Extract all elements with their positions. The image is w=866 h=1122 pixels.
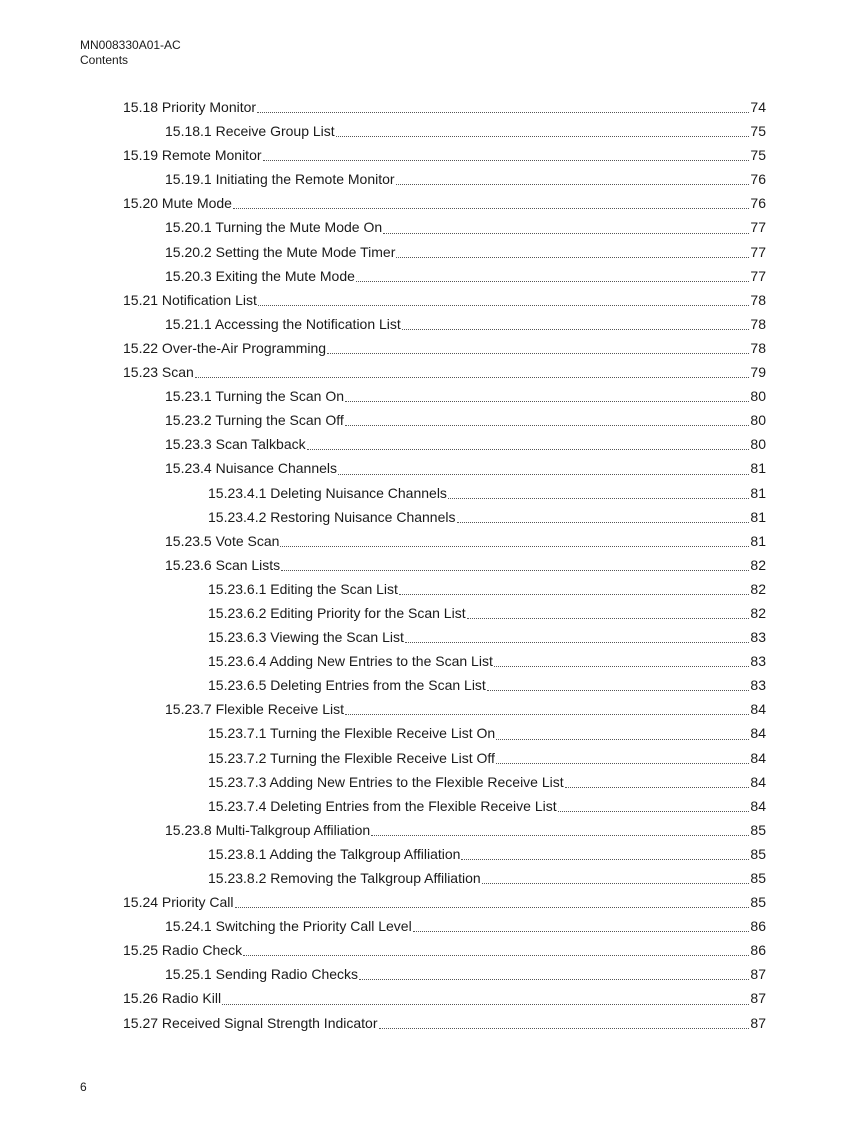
toc-entry-title[interactable]: 15.23.5 Vote Scan [165,532,280,549]
toc-entry[interactable] [123,773,766,797]
toc-entry[interactable] [123,98,766,122]
toc-entry-title[interactable]: 15.27 Received Signal Strength Indicator [123,1014,378,1031]
toc-entry[interactable] [123,194,766,218]
toc-entry[interactable] [123,604,766,628]
toc-entry-page[interactable]: 78 [750,315,766,332]
toc-entry[interactable] [123,435,766,459]
toc-entry-page[interactable]: 80 [750,436,766,453]
toc-entry-title[interactable]: 15.20.2 Setting the Mute Mode Timer [165,243,396,260]
toc-dot-leader [496,761,750,764]
toc-entry-title[interactable]: 15.23.6.5 Deleting Entries from the Scan List [208,677,486,694]
toc-entry-title[interactable]: 15.23.7.4 Deleting Entries from the Flexible Receive List [208,797,557,814]
toc-entry-page[interactable]: 76 [750,171,766,188]
toc-dot-leader [558,809,750,812]
toc-entry-title[interactable]: 15.20.3 Exiting the Mute Mode [165,267,355,284]
toc-entry[interactable] [123,459,766,483]
toc-entry-title[interactable]: 15.21 Notification List [123,291,257,308]
toc-entry-page[interactable]: 85 [750,870,766,886]
toc-entry-page[interactable]: 77 [750,219,766,236]
toc-entry-title[interactable]: 15.23.4.2 Restoring Nuisance Channels [208,508,456,525]
toc-entry-title[interactable]: 15.24.1 Switching the Priority Call Level [165,918,412,935]
toc-dot-leader [482,881,750,884]
toc-entry-page[interactable]: 84 [750,749,766,766]
toc-entry-page[interactable]: 86 [750,918,766,935]
toc-entry-page[interactable]: 78 [750,339,766,356]
toc-entry-page[interactable]: 80 [750,412,766,429]
toc-entry-title[interactable]: 15.23.2 Turning the Scan Off [165,412,344,429]
toc-entry-page[interactable]: 77 [750,243,766,260]
toc-entry[interactable] [123,628,766,652]
toc-entry[interactable] [123,532,766,556]
toc-dot-leader [413,929,750,932]
toc-dot-leader [457,520,750,523]
toc-dot-leader [327,351,749,354]
toc-entry[interactable] [123,1014,766,1038]
toc-dot-leader [405,640,750,643]
toc-dot-leader [235,905,750,908]
toc-entry-title[interactable]: 15.18.1 Receive Group List [165,123,335,140]
toc-dot-leader [494,664,750,667]
toc-entry[interactable] [123,387,766,411]
toc-entry-title[interactable]: 15.25 Radio Check [123,942,243,959]
toc-entry-page[interactable]: 81 [750,460,766,477]
toc-entry[interactable] [123,749,766,773]
toc-entry-page[interactable]: 84 [750,725,766,742]
toc-entry[interactable] [123,797,766,821]
toc-entry-page[interactable]: 84 [750,773,766,790]
toc-entry-page[interactable]: 81 [750,508,766,525]
toc-entry[interactable] [123,724,766,748]
toc-entry-page[interactable]: 74 [750,99,766,115]
toc-entry[interactable] [123,893,766,917]
toc-entry-title[interactable]: 15.18 Priority Monitor [123,99,257,115]
toc-entry[interactable] [123,652,766,676]
toc-entry-title[interactable]: 15.24 Priority Call [123,894,234,911]
toc-dot-leader [243,953,749,956]
toc-entry-title[interactable]: 15.19 Remote Monitor [123,147,262,164]
page-header [80,38,181,68]
toc-entry[interactable] [123,941,766,965]
toc-entry-title[interactable]: 15.23.8.2 Removing the Talkgroup Affiliation [208,870,481,886]
toc-dot-leader [359,977,749,980]
toc-dot-leader [345,423,750,426]
toc-entry-title[interactable]: 15.23 Scan [123,364,194,381]
toc-dot-leader [467,616,750,619]
toc-entry-page[interactable]: 81 [750,484,766,501]
toc-dot-leader [345,712,749,715]
toc-entry-title[interactable]: 15.23.6 Scan Lists [165,556,281,573]
toc-entry-title[interactable]: 15.23.7.2 Turning the Flexible Receive List Off [208,749,495,766]
toc-dot-leader [383,231,749,234]
toc-entry[interactable] [123,700,766,724]
toc-entry[interactable] [123,315,766,339]
toc-entry-title[interactable]: 15.23.8.1 Adding the Talkgroup Affiliation [208,845,461,862]
toc-entry-page[interactable]: 79 [750,364,766,381]
toc-dot-leader [263,158,750,161]
toc-entry-page[interactable]: 84 [750,701,766,718]
toc-dot-leader [379,1026,750,1029]
toc-dot-leader [461,857,749,860]
toc-entry-page[interactable]: 84 [750,797,766,814]
toc-entry-page[interactable]: 82 [750,580,766,597]
toc-entry-page[interactable]: 85 [750,845,766,862]
toc-entry-page[interactable]: 83 [750,629,766,646]
toc-dot-leader [338,472,749,475]
toc-entry-title[interactable]: 15.26 Radio Kill [123,990,222,1007]
toc-entry[interactable] [123,508,766,532]
toc-dot-leader [307,447,750,450]
toc-entry-title[interactable]: 15.22 Over-the-Air Programming [123,339,327,356]
toc-entry-title[interactable]: 15.20 Mute Mode [123,195,232,212]
toc-entry[interactable] [123,676,766,700]
toc-entry-title[interactable]: 15.23.4.1 Deleting Nuisance Channels [208,484,447,501]
toc-dot-leader [371,833,749,836]
toc-entry-title[interactable]: 15.20.1 Turning the Mute Mode On [165,219,383,236]
toc-entry-title[interactable]: 15.23.7.3 Adding New Entries to the Flexible Receive List [208,773,564,790]
toc-entry[interactable] [123,821,766,845]
toc-entry-page[interactable]: 76 [750,195,766,212]
toc-entry-page[interactable]: 83 [750,653,766,670]
toc-entry-title[interactable]: 15.23.7 Flexible Receive List [165,701,344,718]
toc-dot-leader [496,737,749,740]
toc-entry[interactable] [123,845,766,869]
document-id: MN008330A01-AC [80,38,181,52]
toc-entry-title[interactable]: 15.23.7.1 Turning the Flexible Receive List On [208,725,496,742]
toc-entry[interactable] [123,146,766,170]
toc-entry-page[interactable]: 85 [750,821,766,838]
toc-entry[interactable] [123,869,766,893]
toc-dot-leader [280,544,749,547]
toc-entry[interactable] [123,291,766,315]
toc-entry-page[interactable]: 75 [750,147,766,164]
section-label: Contents [80,53,129,67]
toc-entry-title[interactable]: 15.23.8 Multi-Talkgroup Affiliation [165,821,371,838]
toc-entry[interactable] [123,556,766,580]
toc-entry-title[interactable]: 15.23.1 Turning the Scan On [165,388,345,405]
toc-entry[interactable] [123,989,766,1013]
footer-page-number: 6 [80,1080,87,1094]
toc-dot-leader [396,182,750,185]
toc-dot-leader [356,279,750,282]
toc-entry-title[interactable]: 15.23.6.4 Adding New Entries to the Scan List [208,653,493,670]
toc-entry[interactable] [123,267,766,291]
toc-dot-leader [222,1002,749,1005]
toc-entry-page[interactable]: 87 [750,990,766,1007]
toc-entry-title[interactable]: 15.23.6.3 Viewing the Scan List [208,629,404,646]
toc-entry-page[interactable]: 87 [750,966,766,983]
toc-entry[interactable] [123,917,766,941]
toc-entry-title[interactable]: 15.23.3 Scan Talkback [165,436,306,453]
toc-entry[interactable] [123,243,766,267]
toc-entry-page[interactable]: 82 [750,604,766,621]
toc-entry-page[interactable]: 81 [750,532,766,549]
toc-entry[interactable] [123,484,766,508]
toc-dot-leader [487,688,750,691]
toc-entry[interactable] [123,411,766,435]
table-of-contents [123,98,766,1038]
toc-entry-title[interactable]: 15.21.1 Accessing the Notification List [165,315,401,332]
toc-entry-title[interactable]: 15.23.6.1 Editing the Scan List [208,580,398,597]
toc-entry-page[interactable]: 87 [750,1014,766,1031]
toc-entry[interactable] [123,339,766,363]
toc-entry-page[interactable]: 75 [750,123,766,140]
toc-dot-leader [233,206,749,209]
toc-entry[interactable] [123,363,766,387]
toc-dot-leader [345,399,749,402]
toc-entry-title[interactable]: 15.23.6.2 Editing Priority for the Scan List [208,604,466,621]
toc-dot-leader [258,303,750,306]
toc-entry-page[interactable]: 85 [750,894,766,911]
toc-entry-title[interactable]: 15.25.1 Sending Radio Checks [165,966,359,983]
toc-dot-leader [195,375,750,378]
toc-entry-page[interactable]: 78 [750,291,766,308]
toc-entry-page[interactable]: 77 [750,267,766,284]
toc-dot-leader [336,134,750,137]
toc-entry-page[interactable]: 83 [750,677,766,694]
toc-entry-page[interactable]: 86 [750,942,766,959]
toc-entry[interactable] [123,170,766,194]
toc-entry-title[interactable]: 15.19.1 Initiating the Remote Monitor [165,171,395,188]
toc-entry[interactable] [123,218,766,242]
toc-dot-leader [448,496,749,499]
toc-entry[interactable] [123,580,766,604]
toc-entry-page[interactable]: 82 [750,556,766,573]
toc-dot-leader [402,327,750,330]
toc-dot-leader [399,592,750,595]
toc-dot-leader [565,785,750,788]
toc-entry-title[interactable]: 15.23.4 Nuisance Channels [165,460,338,477]
toc-dot-leader [396,255,749,258]
toc-entry[interactable] [123,122,766,146]
toc-dot-leader [257,110,749,113]
toc-entry[interactable] [123,965,766,989]
toc-entry-page[interactable]: 80 [750,388,766,405]
toc-dot-leader [281,568,749,571]
